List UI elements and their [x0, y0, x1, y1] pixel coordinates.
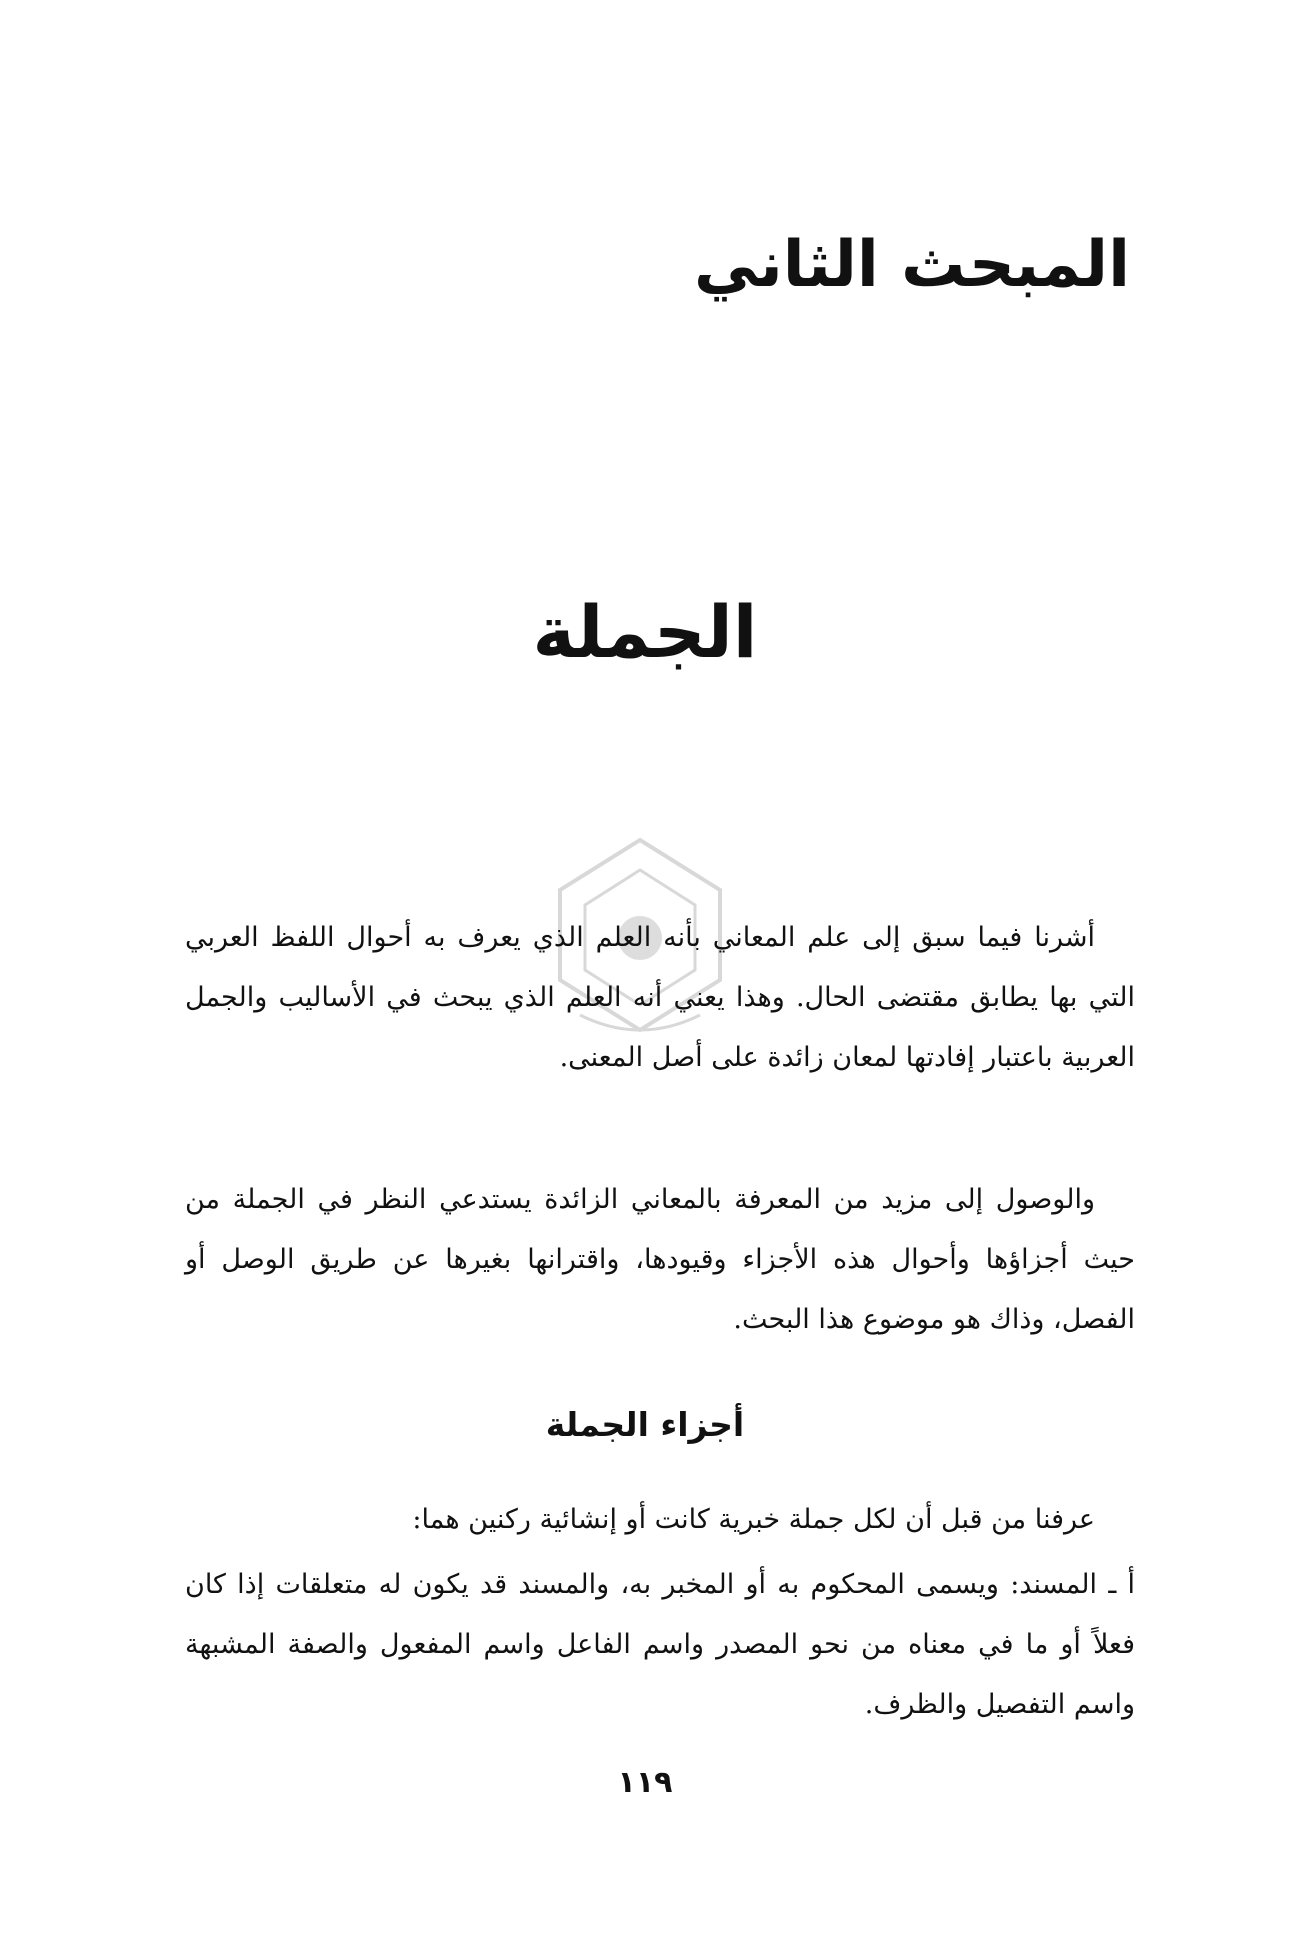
paragraph-text: أشرنا فيما سبق إلى علم المعاني بأنه العلم الذي يعرف به أحوال اللفظ العربي التي بها يطابق مقتضى الحال. وهذا يعني أنه العلم الذي يبحث في الأساليب والجمل العربية باعتبار إفادتها لمعان زائدة على أصل المعنى.	[185, 922, 1135, 1073]
paragraph-text: والوصول إلى مزيد من المعرفة بالمعاني الزائدة يستدعي النظر في الجملة من حيث أجزاؤها وأحوال هذه الأجزاء وقيودها، واقترانها بغيرها عن طريق الوصل أو الفصل، وذاك هو موضوع هذا البحث.	[185, 1184, 1135, 1335]
subheading: أجزاء الجملة	[545, 1405, 745, 1444]
page-number: ١١٩	[617, 1765, 673, 1800]
list-item-marker: أ ـ	[1108, 1569, 1135, 1600]
list-item-text: المسند: ويسمى المحكوم به أو المخبر به، والمسند قد يكون له متعلقات إذا كان فعلاً أو ما في معناه من نحو المصدر واسم الفاعل واسم المفعول والصفة المشبهة واسم التفصيل والظرف.	[185, 1569, 1135, 1720]
list-item	[185, 1555, 1135, 1735]
second-paragraph	[185, 1170, 1135, 1350]
intro-paragraph	[185, 908, 1135, 1088]
section-heading: المبحث الثاني	[693, 228, 1130, 302]
intro-line: عرفنا من قبل أن لكل جملة خبرية كانت أو إنشائية ركنين هما:	[412, 1504, 1095, 1535]
page-title: الجملة	[532, 590, 758, 674]
